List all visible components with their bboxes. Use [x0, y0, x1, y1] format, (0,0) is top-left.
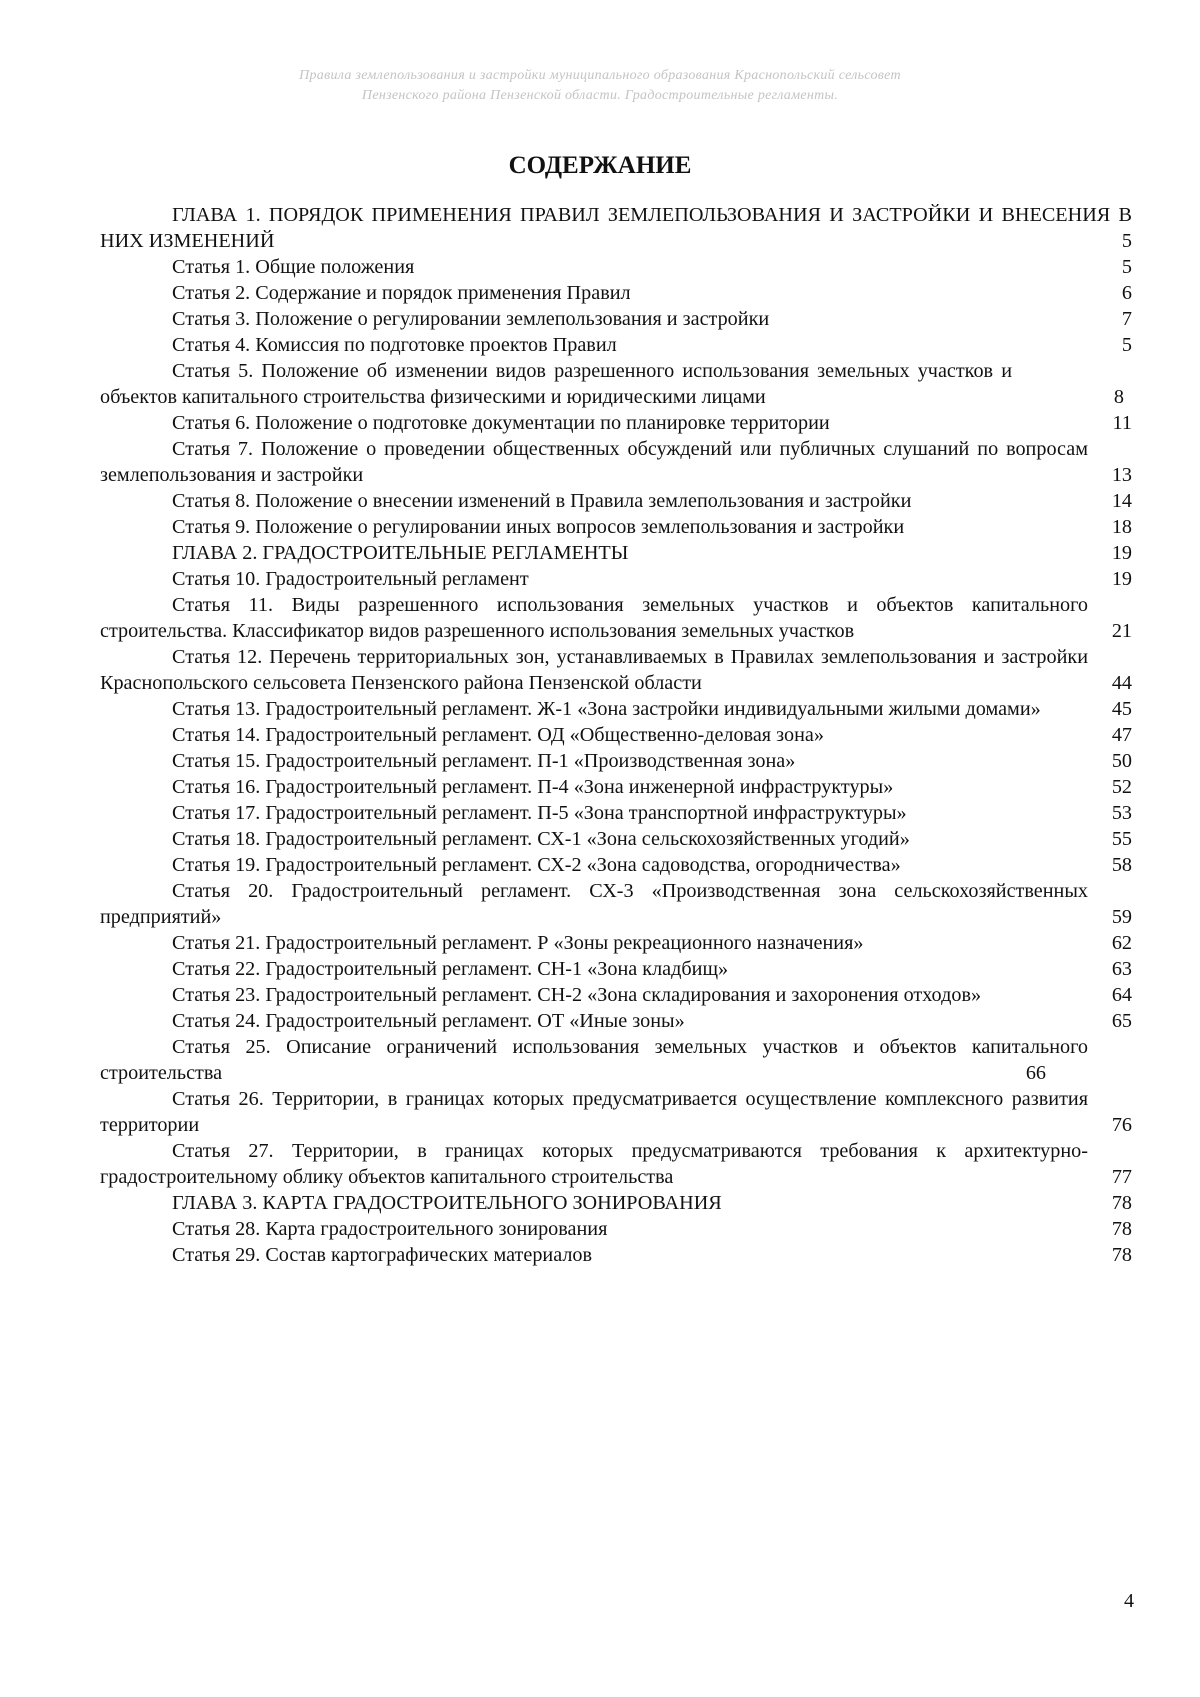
toc-entry-text: Статья 8. Положение о внесении изменений в Правила землепользования и застройки	[172, 490, 912, 512]
table-of-contents	[100, 202, 1132, 1268]
toc-entry-text: Статья 28. Карта градостроительного зонирования	[172, 1218, 608, 1240]
toc-entry-text: Статья 12. Перечень территориальных зон, устанавливаемых в Правилах землепользования и застройки Краснопольского сельсовета Пензенского района Пензенской области	[100, 646, 1088, 694]
toc-entry-page: 45	[1111, 698, 1132, 720]
toc-entry-text: Статья 23. Градостроительный регламент. СН-2 «Зона складирования и захоронения отходов»	[172, 984, 982, 1006]
toc-entry-text: Статья 2. Содержание и порядок применения Правил	[172, 282, 631, 304]
toc-entry-text: Статья 1. Общие положения	[172, 256, 415, 278]
toc-article-2[interactable]	[100, 280, 1132, 306]
toc-chapter-2[interactable]	[100, 540, 1132, 566]
toc-entry-text: Статья 27. Территории, в границах которых предусматриваются требования к архитектурно-градостроительному облику объектов капитального строительства	[100, 1140, 1088, 1188]
toc-entry-page: 62	[1111, 932, 1132, 954]
toc-entry-page: 55	[1111, 828, 1132, 850]
toc-article-15[interactable]	[100, 748, 1132, 774]
toc-article-21[interactable]	[100, 930, 1132, 956]
toc-article-11[interactable]	[100, 592, 1132, 644]
toc-entry-page: 5	[1121, 256, 1132, 278]
toc-article-23[interactable]	[100, 982, 1132, 1008]
toc-entry-text: Статья 21. Градостроительный регламент. Р «Зоны рекреационного назначения»	[172, 932, 864, 954]
toc-article-7[interactable]	[100, 436, 1132, 488]
toc-article-19[interactable]	[100, 852, 1132, 878]
toc-entry-text: Статья 7. Положение о проведении общественных обсуждений или публичных слушаний по вопросам землепользования и застройки	[100, 438, 1088, 486]
toc-entry-page: 5	[1121, 334, 1132, 356]
toc-entry-text: Статья 3. Положение о регулировании землепользования и застройки	[172, 308, 770, 330]
toc-entry-text: Статья 18. Градостроительный регламент. СХ-1 «Зона сельскохозяйственных угодий»	[172, 828, 910, 850]
toc-entry-text: Статья 24. Градостроительный регламент. ОТ «Иные зоны»	[172, 1010, 685, 1032]
toc-article-10[interactable]	[100, 566, 1132, 592]
toc-entry-page: 19	[1111, 568, 1132, 590]
page-title: СОДЕРЖАНИЕ	[508, 152, 692, 179]
toc-entry-page: 5	[1121, 230, 1132, 252]
toc-article-14[interactable]	[100, 722, 1132, 748]
toc-entry-page: 66	[1025, 1062, 1046, 1084]
toc-entry-page: 8	[1113, 386, 1124, 408]
toc-article-4[interactable]	[100, 332, 1132, 358]
toc-entry-text: Статья 11. Виды разрешенного использования земельных участков и объектов капитального строительства. Классификатор видов разрешенного использования земельных участков	[100, 594, 1088, 642]
toc-entry-page: 21	[1111, 620, 1132, 642]
toc-article-22[interactable]	[100, 956, 1132, 982]
toc-article-28[interactable]	[100, 1216, 1132, 1242]
toc-entry-page: 58	[1111, 854, 1132, 876]
toc-chapter-1[interactable]	[100, 202, 1132, 254]
toc-article-25[interactable]	[100, 1034, 1132, 1086]
toc-entry-text: Статья 25. Описание ограничений использования земельных участков и объектов капитального строительства	[100, 1036, 1088, 1084]
toc-article-16[interactable]	[100, 774, 1132, 800]
toc-article-18[interactable]	[100, 826, 1132, 852]
running-header-line-2: Пензенского района Пензенской области. Градостроительные регламенты.	[361, 88, 839, 103]
toc-entry-text: Статья 13. Градостроительный регламент. Ж-1 «Зона застройки индивидуальными жилыми домами»	[172, 698, 1041, 720]
toc-article-17[interactable]	[100, 800, 1132, 826]
toc-article-29[interactable]	[100, 1242, 1132, 1268]
toc-entry-text: Статья 20. Градостроительный регламент. СХ-3 «Производственная зона сельскохозяйственных предприятий»	[100, 880, 1088, 928]
toc-entry-page: 64	[1111, 984, 1132, 1006]
toc-entry-page: 11	[1112, 412, 1132, 434]
toc-entry-text: Статья 4. Комиссия по подготовке проектов Правил	[172, 334, 617, 356]
toc-entry-text: Статья 6. Положение о подготовке документации по планировке территории	[172, 412, 830, 434]
toc-entry-text: ГЛАВА 1. ПОРЯДОК ПРИМЕНЕНИЯ ПРАВИЛ ЗЕМЛЕПОЛЬЗОВАНИЯ И ЗАСТРОЙКИ И ВНЕСЕНИЯ В НИХ ИЗМЕНЕНИЙ	[100, 204, 1132, 252]
page-number: 4	[1124, 1590, 1134, 1612]
toc-entry-page: 50	[1111, 750, 1132, 772]
toc-article-20[interactable]	[100, 878, 1132, 930]
toc-entry-text: Статья 9. Положение о регулировании иных вопросов землепользования и застройки	[172, 516, 905, 538]
toc-article-26[interactable]	[100, 1086, 1132, 1138]
toc-entry-page: 14	[1111, 490, 1132, 512]
toc-entry-text: Статья 17. Градостроительный регламент. П-5 «Зона транспортной инфраструктуры»	[172, 802, 907, 824]
toc-entry-text: Статья 15. Градостроительный регламент. П-1 «Производственная зона»	[172, 750, 796, 772]
toc-article-13[interactable]	[100, 696, 1132, 722]
toc-entry-text: Статья 29. Состав картографических материалов	[172, 1244, 593, 1266]
toc-entry-page: 63	[1111, 958, 1132, 980]
toc-article-3[interactable]	[100, 306, 1132, 332]
toc-entry-page: 13	[1111, 464, 1132, 486]
toc-entry-page: 52	[1111, 776, 1132, 798]
toc-entry-text: Статья 10. Градостроительный регламент	[172, 568, 529, 590]
toc-article-5[interactable]	[100, 358, 1132, 410]
toc-entry-page: 6	[1121, 282, 1132, 304]
toc-entry-page: 7	[1121, 308, 1132, 330]
toc-chapter-3[interactable]	[100, 1190, 1132, 1216]
toc-article-6[interactable]	[100, 410, 1132, 436]
toc-entry-page: 77	[1111, 1166, 1132, 1188]
toc-entry-text: Статья 14. Градостроительный регламент. ОД «Общественно-деловая зона»	[172, 724, 824, 746]
toc-article-1[interactable]	[100, 254, 1132, 280]
toc-entry-page: 65	[1111, 1010, 1132, 1032]
toc-entry-text: Статья 5. Положение об изменении видов разрешенного использования земельных участков и объектов капитального строительства физическими и юридическими лицами	[100, 360, 1012, 408]
toc-entry-page: 78	[1111, 1244, 1132, 1266]
toc-entry-text: ГЛАВА 3. КАРТА ГРАДОСТРОИТЕЛЬНОГО ЗОНИРОВАНИЯ	[172, 1192, 722, 1214]
toc-entry-page: 18	[1111, 516, 1132, 538]
toc-article-27[interactable]	[100, 1138, 1132, 1190]
toc-entry-page: 59	[1111, 906, 1132, 928]
toc-entry-text: Статья 19. Градостроительный регламент. СХ-2 «Зона садоводства, огородничества»	[172, 854, 901, 876]
toc-article-9[interactable]	[100, 514, 1132, 540]
toc-entry-page: 47	[1111, 724, 1132, 746]
toc-entry-page: 44	[1111, 672, 1132, 694]
toc-entry-page: 19	[1111, 542, 1132, 564]
toc-entry-page: 53	[1111, 802, 1132, 824]
toc-article-24[interactable]	[100, 1008, 1132, 1034]
toc-entry-text: Статья 26. Территории, в границах которых предусматривается осуществление комплексного развития территории	[100, 1088, 1088, 1136]
toc-entry-page: 78	[1111, 1192, 1132, 1214]
running-header	[150, 66, 1050, 106]
toc-entry-text: Статья 16. Градостроительный регламент. П-4 «Зона инженерной инфраструктуры»	[172, 776, 894, 798]
toc-entry-page: 78	[1111, 1218, 1132, 1240]
toc-article-8[interactable]	[100, 488, 1132, 514]
toc-entry-text: ГЛАВА 2. ГРАДОСТРОИТЕЛЬНЫЕ РЕГЛАМЕНТЫ	[172, 542, 629, 564]
running-header-line-1: Правила землепользования и застройки муниципального образования Краснопольский сельсовет	[299, 68, 901, 83]
toc-entry-page: 76	[1111, 1114, 1132, 1136]
toc-entry-text: Статья 22. Градостроительный регламент. СН-1 «Зона кладбищ»	[172, 958, 729, 980]
toc-article-12[interactable]	[100, 644, 1132, 696]
